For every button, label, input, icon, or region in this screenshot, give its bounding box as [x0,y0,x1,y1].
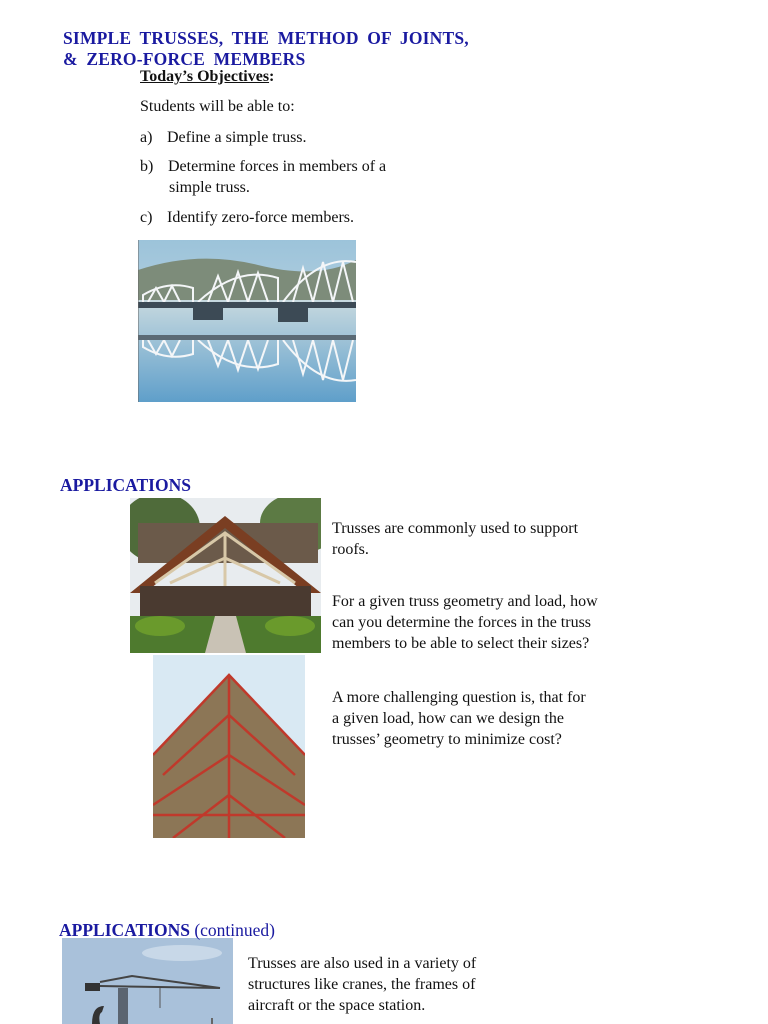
bridge-photo [138,240,356,402]
item-text: Identify zero-force members. [167,209,355,226]
title-line-2: & ZERO-FORCE MEMBERS [63,49,306,69]
item-marker: b) [140,158,154,175]
roof-truss-photo [153,655,305,838]
objectives-intro: Students will be able to: [140,98,295,115]
objective-item [140,156,387,196]
applications-paragraph-3 [332,687,586,750]
paragraph-line: aircraft or the space station. [248,997,426,1014]
title-line-1: SIMPLE TRUSSES, THE METHOD OF JOINTS, [63,28,469,48]
item-text-cont: simple truss. [169,179,250,196]
paragraph-line: structures like cranes, the frames of [248,976,476,993]
page-title [63,28,469,70]
item-text: Define a simple truss. [167,129,307,146]
applications-paragraph-1 [332,518,578,560]
applications-paragraph-2 [332,591,598,654]
heading-text: APPLICATIONS [59,920,190,940]
item-marker: a) [140,129,153,146]
paragraph-line: trusses’ geometry to minimize cost? [332,731,562,748]
applications-continued-paragraph [248,953,476,1016]
paragraph-line: Trusses are also used in a variety of [248,955,477,972]
objectives-heading [140,66,274,87]
paragraph-line: a given load, how can we design the [332,710,564,727]
pavilion-roof-photo [130,498,321,653]
paragraph-line: roofs. [332,541,369,558]
objectives-colon: : [269,68,275,85]
paragraph-line: Trusses are commonly used to support [332,520,579,537]
objective-item [140,127,307,148]
paragraph-line: members to be able to select their sizes? [332,635,590,652]
objective-item [140,207,355,228]
item-marker: c) [140,209,153,226]
paragraph-line: A more challenging question is, that for [332,689,586,706]
applications-heading: APPLICATIONS [60,475,191,495]
paragraph-line: For a given truss geometry and load, how [332,593,598,610]
objectives-heading-text: Today’s Objectives [140,68,270,85]
applications-continued-heading [59,920,275,941]
item-text: Determine forces in members of a [168,158,387,175]
heading-suffix: (continued) [194,920,275,940]
crane-photo [62,938,233,1024]
paragraph-line: can you determine the forces in the truss [332,614,592,631]
